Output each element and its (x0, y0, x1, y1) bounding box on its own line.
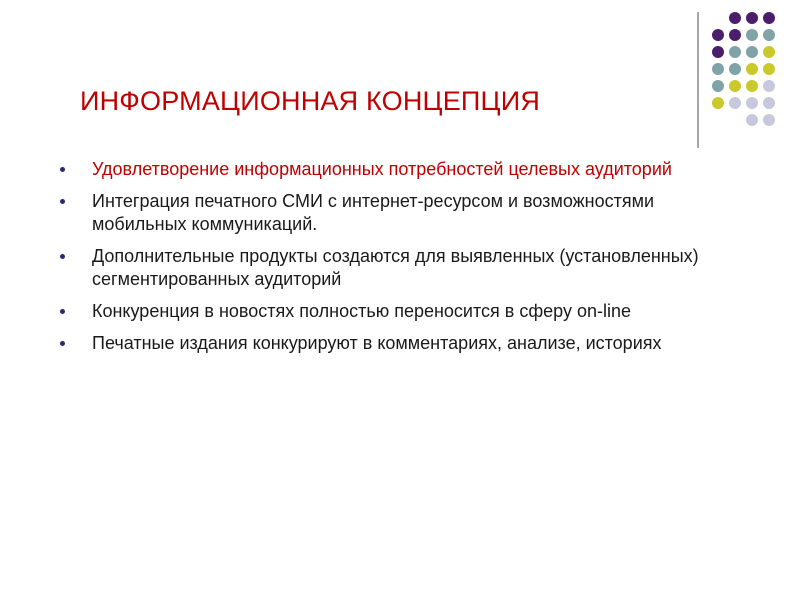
decorative-dot (746, 29, 758, 41)
decorative-dot (712, 29, 724, 41)
bullet-item (60, 245, 700, 291)
decorative-dot (729, 80, 741, 92)
decorative-dot (746, 46, 758, 58)
decorative-dot (763, 29, 775, 41)
decorative-dot (746, 12, 758, 24)
decorative-dot (763, 80, 775, 92)
decorative-dot (763, 12, 775, 24)
decorative-dot (729, 63, 741, 75)
bullet-icon (60, 167, 65, 172)
decorative-dot (729, 46, 741, 58)
decorative-dot (729, 29, 741, 41)
bullet-text: Интеграция печатного СМИ с интернет-ресурсом и возможностями мобильных коммуникаций. (92, 191, 655, 234)
decorative-dot (712, 97, 724, 109)
bullet-icon (60, 309, 65, 314)
decorative-dot (712, 80, 724, 92)
decorative-dot (729, 97, 741, 109)
bullet-list (60, 158, 700, 364)
bullet-item (60, 332, 700, 355)
bullet-item (60, 158, 700, 181)
bullet-icon (60, 341, 65, 346)
decorative-divider-line (697, 12, 699, 148)
decorative-dot (763, 63, 775, 75)
decorative-dot (729, 12, 741, 24)
bullet-item (60, 190, 700, 236)
decorative-dot (712, 46, 724, 58)
decorative-dot (763, 97, 775, 109)
bullet-text: Дополнительные продукты создаются для выявленных (установленных) сегментированных аудиторий (92, 246, 699, 289)
bullet-item (60, 300, 700, 323)
slide-title: ИНФОРМАЦИОННАЯ КОНЦЕПЦИЯ (80, 86, 541, 116)
decorative-dot (746, 114, 758, 126)
bullet-text: Удовлетворение информационных потребностей целевых аудиторий (92, 159, 672, 179)
decorative-dot-grid (710, 10, 780, 128)
decorative-dot (763, 114, 775, 126)
bullet-text: Конкуренция в новостях полностью переносится в сферу on-line (92, 301, 632, 321)
bullet-icon (60, 254, 65, 259)
decorative-dot (746, 97, 758, 109)
decorative-dot (746, 80, 758, 92)
decorative-dot (763, 46, 775, 58)
bullet-text: Печатные издания конкурируют в комментариях, анализе, историях (92, 333, 662, 353)
decorative-dot (746, 63, 758, 75)
decorative-dot (712, 63, 724, 75)
bullet-icon (60, 199, 65, 204)
